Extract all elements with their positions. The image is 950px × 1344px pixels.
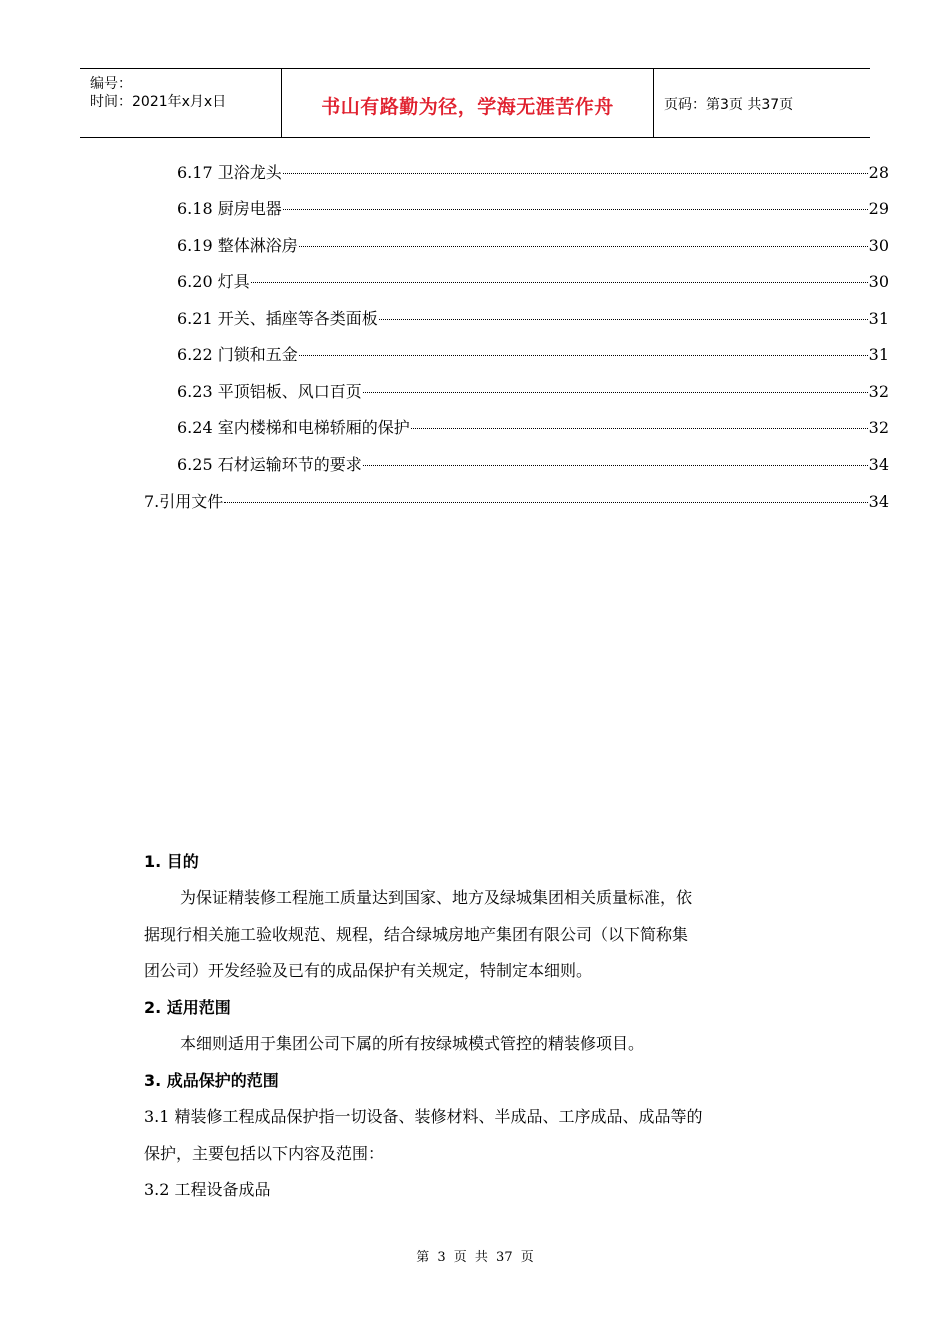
toc-leader-dots [363, 392, 868, 393]
toc-entry-label: 6.21 开关、插座等各类面板 [177, 309, 378, 328]
toc-leader-dots [379, 319, 868, 320]
toc-entry-label: 6.22 门锁和五金 [177, 345, 298, 364]
toc-leader-dots [411, 428, 868, 429]
section-heading-protection-scope: 3. 成品保护的范围 [144, 1071, 279, 1090]
toc-entry[interactable] [177, 342, 889, 364]
header-info-cell [80, 69, 282, 137]
toc-entry-page: 32 [868, 382, 889, 401]
toc-entry-label: 6.23 平顶铝板、风口百页 [177, 382, 362, 401]
toc-entry-label: 6.20 灯具 [177, 272, 250, 291]
toc-leader-dots [224, 502, 867, 503]
toc-leader-dots [283, 209, 868, 210]
paragraph-line: 据现行相关施工验收规范、规程，结合绿城房地产集团有限公司（以下简称集 [144, 925, 689, 944]
toc-entry[interactable] [177, 233, 889, 255]
toc-entry-label: 6.19 整体淋浴房 [177, 236, 298, 255]
toc-leader-dots [363, 465, 868, 466]
toc-entry-page: 34 [868, 455, 889, 474]
toc-entry-label: 6.25 石材运输环节的要求 [177, 455, 362, 474]
toc-entry-page: 32 [868, 418, 889, 437]
header-motto-cell [282, 69, 654, 137]
toc-leader-dots [283, 173, 868, 174]
header-page-cell [654, 69, 870, 137]
toc-entry[interactable] [144, 489, 889, 511]
document-number-label: 编号： [90, 76, 132, 92]
header-motto: 书山有路勤为径，学海无涯苦作舟 [321, 96, 614, 118]
toc-entry-page: 29 [868, 199, 889, 218]
toc-entry[interactable] [177, 379, 889, 401]
section-heading-purpose: 1. 目的 [144, 852, 199, 871]
page-footer: 第 3 页 共 37 页 [416, 1250, 534, 1265]
paragraph-line: 本细则适用于集团公司下属的所有按绿城模式管控的精装修项目。 [180, 1034, 645, 1053]
paragraph-line: 3.1 精装修工程成品保护指一切设备、装修材料、半成品、工序成品、成品等的 [144, 1107, 703, 1126]
toc-leader-dots [251, 282, 868, 283]
toc-entry[interactable] [177, 306, 889, 328]
paragraph-line: 为保证精装修工程施工质量达到国家、地方及绿城集团相关质量标准，依 [180, 888, 693, 907]
paragraph-line: 团公司）开发经验及已有的成品保护有关规定，特制定本细则。 [144, 961, 593, 980]
paragraph-line: 3.2 工程设备成品 [144, 1180, 271, 1199]
toc-entry-label: 7.引用文件 [144, 492, 224, 511]
toc-entry[interactable] [177, 196, 889, 218]
toc-entry-page: 34 [868, 492, 889, 511]
toc-entry[interactable] [177, 452, 889, 474]
toc-entry[interactable] [177, 269, 889, 291]
toc-entry-page: 30 [868, 236, 889, 255]
header-page-label: 页码：第3页 共37页 [664, 97, 794, 113]
paragraph-line: 保护，主要包括以下内容及范围： [144, 1144, 385, 1163]
toc-entry-label: 6.24 室内楼梯和电梯轿厢的保护 [177, 418, 410, 437]
toc-entry-page: 28 [868, 163, 889, 182]
page-header [80, 68, 870, 138]
toc-leader-dots [299, 355, 868, 356]
toc-entry-page: 30 [868, 272, 889, 291]
section-heading-scope: 2. 适用范围 [144, 998, 231, 1017]
toc-entry-page: 31 [868, 345, 889, 364]
toc-leader-dots [299, 246, 868, 247]
toc-entry-label: 6.18 厨房电器 [177, 199, 282, 218]
document-time-label: 时间：2021年x月x日 [90, 94, 227, 110]
toc-entry[interactable] [177, 415, 889, 437]
toc-entry-label: 6.17 卫浴龙头 [177, 163, 282, 182]
toc-entry[interactable] [177, 160, 889, 182]
toc-entry-page: 31 [868, 309, 889, 328]
